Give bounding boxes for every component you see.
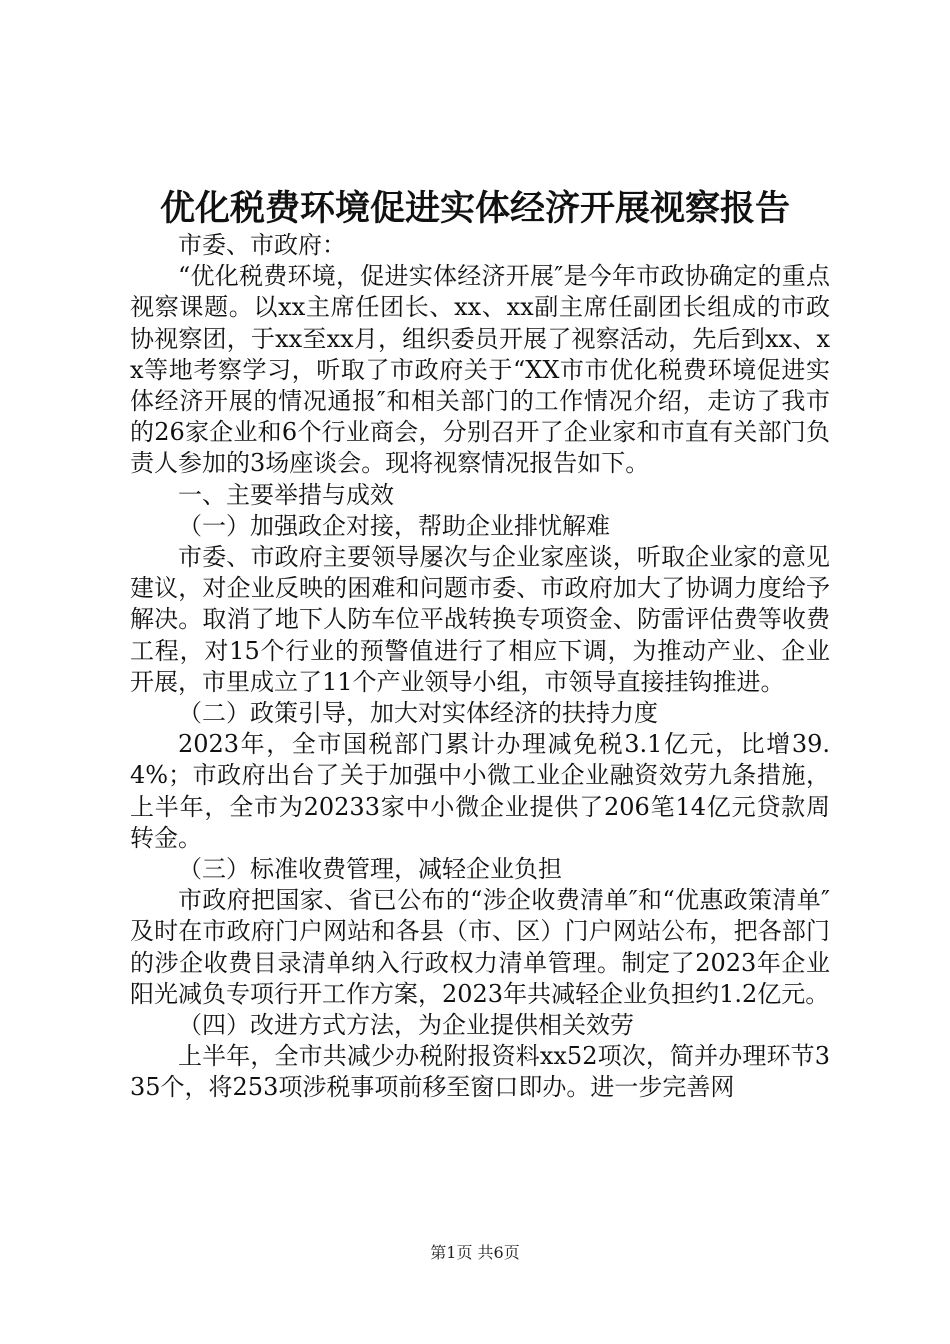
document-title: 优化税费环境促进实体经济开展视察报告 xyxy=(159,188,790,229)
subsection-heading-2: （二）政策引导，加大对实体经济的扶持力度 xyxy=(178,699,658,728)
body-paragraph-1: 市委、市政府主要领导屡次与企业家座谈，听取企业家的意见建议，对企业反映的困难和问题市委、市政府加大了协调力度给予解决。取消了地下人防车位平战转换专项资金、防雷评估费等收费工程，对15个行业的预警值进行了相应下调，为推动产业、企业开展，市里成立了11个产业领导小组，市领导直接挂钩推进。 xyxy=(130,543,830,696)
document-body xyxy=(130,230,830,1104)
section-heading: 一、主要举措与成效 xyxy=(178,480,394,509)
page-footer: 第1页 共6页 xyxy=(430,1243,520,1262)
body-paragraph-2: 2023年，全市国税部门累计办理减免税3.1亿元，比增39.4%；市政府出台了关于加强中小微工业企业融资效劳九条措施，上半年，全市为20233家中小微企业提供了206笔14亿元贷款周转金。 xyxy=(130,730,830,852)
intro-paragraph: “优化税费环境，促进实体经济开展″是今年市政协确定的重点视察课题。以xx主席任团长、xx、xx副主席任副团长组成的市政协视察团，于xx至xx月，组织委员开展了视察活动，先后到xx、xx等地考察学习，听取了市政府关于“XX市市优化税费环境促进实体经济开展的情况通报″和相关部门的工作情况介绍，走访了我市的26家企业和6个行业商会，分别召开了企业家和市直有关部门负责人参加的3场座谈会。现将视察情况报告如下。 xyxy=(130,262,830,478)
subsection-heading-3: （三）标准收费管理，减轻企业负担 xyxy=(178,855,562,884)
body-paragraph-3: 市政府把国家、省已公布的“涉企收费清单″和“优惠政策清单″及时在市政府门户网站和各县（市、区）门户网站公布，把各部门的涉企收费目录清单纳入行政权力清单管理。制定了2023年企业阳光减负专项行开工作方案，2023年共减轻企业负担约1.2亿元。 xyxy=(130,886,830,1008)
subsection-heading-1: （一）加强政企对接，帮助企业排忧解难 xyxy=(178,511,610,540)
subsection-heading-4: （四）改进方式方法，为企业提供相关效劳 xyxy=(178,1011,634,1040)
body-paragraph-4: 上半年，全市共减少办税附报资料xx52项次，简并办理环节335个，将253项涉税事项前移至窗口即办。进一步完善网 xyxy=(130,1042,830,1102)
salutation: 市委、市政府： xyxy=(178,231,346,259)
